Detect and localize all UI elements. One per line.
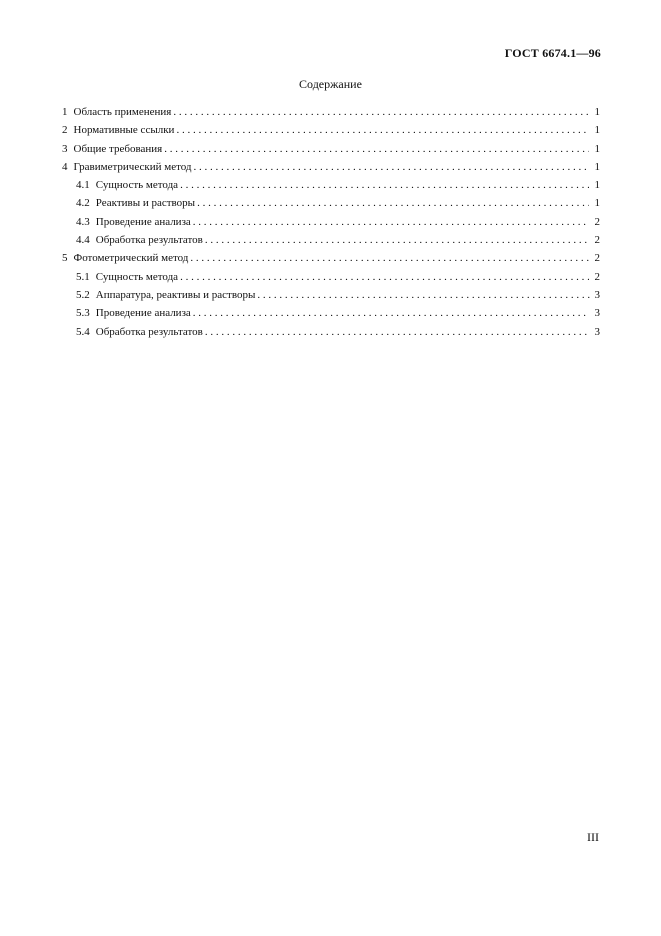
toc-item-label: Сущность метода (95, 270, 179, 283)
toc-item-number: 5.4 (76, 325, 90, 338)
toc-item-number: 4.3 (76, 215, 90, 228)
toc-item-label: Проведение анализа (95, 307, 191, 320)
toc-item-number: 4 (62, 160, 68, 173)
toc-item-page: 3 (594, 325, 600, 338)
dot-leader (197, 194, 589, 212)
toc-item-number: 4.1 (76, 179, 90, 192)
toc-item-label: Нормативные ссылки (73, 124, 175, 137)
toc-item-label: Сущность метода (95, 179, 179, 192)
dot-leader (164, 140, 589, 158)
dot-leader (193, 213, 589, 231)
toc-item-label: Аппаратура, реактивы и растворы (95, 288, 256, 301)
page-number: III (587, 830, 599, 844)
toc-item-4-1[interactable] (62, 176, 600, 194)
toc-item-page: 2 (594, 215, 600, 228)
dot-leader (205, 231, 590, 249)
dot-leader (205, 323, 590, 341)
toc-item-page: 1 (594, 124, 600, 137)
toc-item-number: 4.4 (76, 234, 90, 247)
toc-item-page: 1 (594, 179, 600, 192)
dot-leader (173, 103, 589, 121)
dot-leader (180, 268, 589, 286)
toc-item-number: 4.2 (76, 197, 90, 210)
toc-item-number: 1 (62, 106, 68, 118)
toc-item-page: 3 (594, 288, 600, 301)
toc-item-4-2[interactable] (62, 194, 600, 212)
toc-item-5-2[interactable] (62, 286, 600, 304)
toc-item-number: 3 (62, 142, 68, 155)
toc-item-number: 5.3 (76, 307, 90, 320)
toc-item-number: 5.1 (76, 270, 90, 283)
toc-item-label: Фотометрический метод (73, 252, 189, 265)
toc-item-label: Гравиметрический метод (73, 160, 192, 173)
toc-item-number: 2 (62, 124, 68, 137)
dot-leader (193, 304, 589, 322)
toc-item-page: 2 (594, 252, 600, 265)
toc-item-page: 1 (594, 142, 600, 155)
toc-item-page: 1 (594, 106, 600, 118)
toc-item-page: 1 (594, 160, 600, 173)
dot-leader (194, 158, 590, 176)
toc-item-5-3[interactable] (62, 304, 600, 322)
toc-item-page: 2 (594, 270, 600, 283)
toc-item-label: Проведение анализа (95, 215, 191, 228)
toc-item-5[interactable] (62, 249, 600, 267)
dot-leader (190, 249, 589, 267)
toc-item-page: 2 (594, 234, 600, 247)
dot-leader (257, 286, 590, 304)
toc-item-label: Реактивы и растворы (95, 197, 196, 210)
toc-item-5-4[interactable] (62, 323, 600, 341)
toc-item-2[interactable] (62, 121, 600, 139)
toc-item-1[interactable] (62, 103, 600, 121)
toc-item-label: Общие требования (73, 142, 163, 155)
toc-item-4[interactable] (62, 158, 600, 176)
toc-item-label: Область применения (73, 106, 172, 118)
toc-item-5-1[interactable] (62, 268, 600, 286)
toc-item-page: 1 (594, 197, 600, 210)
toc-item-4-3[interactable] (62, 213, 600, 231)
toc-item-number: 5 (62, 252, 68, 265)
standard-code: ГОСТ 6674.1—96 (504, 46, 601, 60)
table-of-contents (62, 103, 600, 341)
dot-leader (176, 121, 589, 139)
toc-item-3[interactable] (62, 140, 600, 158)
toc-item-number: 5.2 (76, 288, 90, 301)
toc-item-page: 3 (594, 307, 600, 320)
toc-item-4-4[interactable] (62, 231, 600, 249)
toc-item-label: Обработка результатов (95, 234, 203, 247)
toc-item-label: Обработка результатов (95, 325, 203, 338)
toc-title: Содержание (299, 77, 362, 91)
dot-leader (180, 176, 589, 194)
